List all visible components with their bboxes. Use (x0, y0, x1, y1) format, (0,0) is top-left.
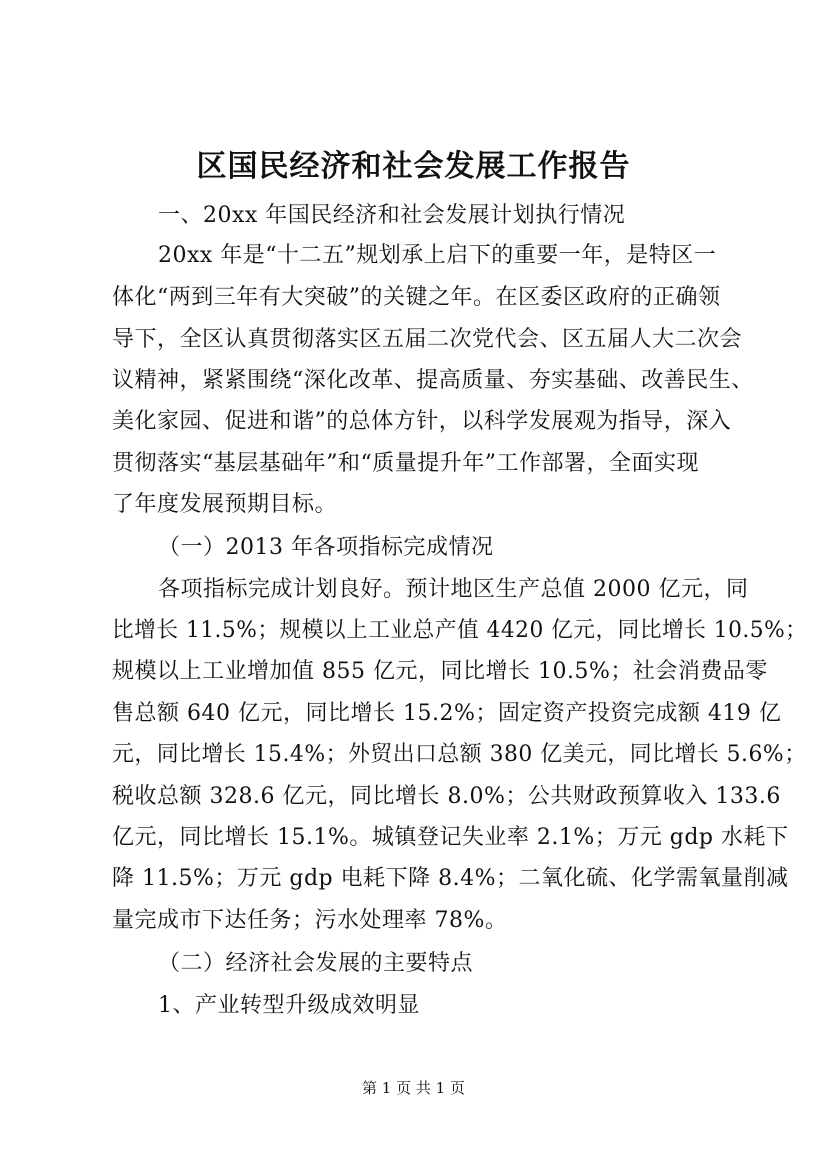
paragraph-line: 导下，全区认真贯彻落实区五届二次党代会、区五届人大二次会 (112, 327, 743, 352)
paragraph-line: 各项指标完成计划良好。预计地区生产总值 2000 亿元，同 (158, 577, 749, 602)
subsection-heading-1: （一）2013 年各项指标完成情况 (158, 535, 494, 560)
paragraph-line: 20xx 年是“十二五”规划承上启下的重要一年，是特区一 (158, 243, 717, 268)
paragraph-line: 贯彻落实“基层基础年”和“质量提升年”工作部署，全面实现 (112, 451, 699, 476)
document-title: 区国民经济和社会发展工作报告 (196, 149, 631, 184)
page-number: 第 1 页 共 1 页 (362, 1079, 465, 1097)
paragraph-line: 体化“两到三年有大突破”的关键之年。在区委区政府的正确领 (112, 285, 721, 310)
paragraph-line: 元，同比增长 15.4%；外贸出口总额 380 亿美元，同比增长 5.6%； (112, 742, 807, 767)
paragraph-line: 降 11.5%；万元 gdp 电耗下降 8.4%；二氧化硫、化学需氧量削减 (112, 866, 789, 891)
paragraph-line: 议精神，紧紧围绕“深化改革、提高质量、夯实基础、改善民生、 (112, 368, 754, 393)
paragraph-line: 税收总额 328.6 亿元，同比增长 8.0%；公共财政预算收入 133.6 (112, 784, 781, 809)
paragraph-line: 亿元，同比增长 15.1%。城镇登记失业率 2.1%；万元 gdp 水耗下 (112, 825, 789, 850)
list-item-heading: 1、产业转型升级成效明显 (158, 993, 420, 1018)
paragraph-line: 美化家园、促进和谐”的总体方针，以科学发展观为指导，深入 (112, 409, 732, 434)
paragraph-line: 售总额 640 亿元，同比增长 15.2%；固定资产投资完成额 419 亿 (112, 701, 782, 726)
paragraph-line: 规模以上工业增加值 855 亿元，同比增长 10.5%；社会消费品零 (112, 659, 768, 684)
subsection-heading-2: （二）经济社会发展的主要特点 (158, 951, 474, 976)
section-heading-1: 一、20xx 年国民经济和社会发展计划执行情况 (158, 203, 626, 228)
paragraph-line: 比增长 11.5%；规模以上工业总产值 4420 亿元，同比增长 10.5%； (112, 618, 808, 643)
paragraph-line: 了年度发展预期目标。 (112, 492, 338, 517)
paragraph-line: 量完成市下达任务；污水处理率 78%。 (112, 908, 508, 933)
